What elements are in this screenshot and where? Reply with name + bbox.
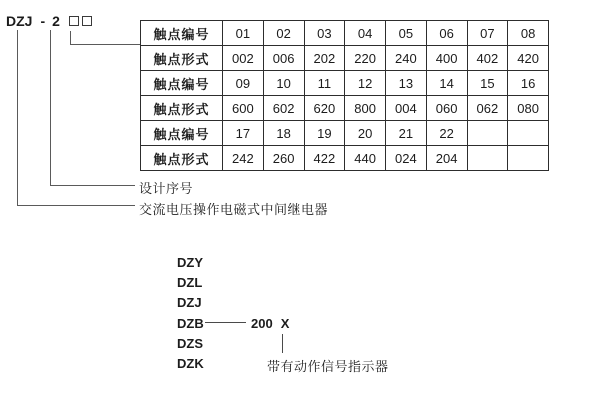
contact-spec-table [140,20,549,171]
table-cell: 04 [345,21,386,46]
model-dash: - [40,13,46,29]
table-cell: 600 [223,96,264,121]
table-cell: 420 [508,46,549,71]
model-code [6,13,92,29]
table-cell: 22 [426,121,467,146]
table-cell: 14 [426,71,467,96]
table-cell: 16 [508,71,549,96]
table-cell [467,146,508,171]
table-cell: 21 [386,121,427,146]
row-label: 触点编号 [141,121,223,146]
connector-x-to-note [282,334,283,353]
type-item-dzb: DZB [177,315,204,331]
connector-prefix-to-label [17,30,135,206]
row-label: 触点编号 [141,71,223,96]
table-cell: 13 [386,71,427,96]
table-cell: 402 [467,46,508,71]
table-cell: 220 [345,46,386,71]
table-cell: 12 [345,71,386,96]
type-item-dzs: DZS [177,335,203,351]
table-cell: 01 [223,21,264,46]
table-cell: 800 [345,96,386,121]
placeholder-box-2 [82,16,92,26]
table-cell: 10 [263,71,304,96]
table-cell: 620 [304,96,345,121]
table-cell: 09 [223,71,264,96]
table-cell [467,121,508,146]
table-cell: 060 [426,96,467,121]
table-row [141,71,549,96]
connector-dzb-dash [205,322,246,323]
placeholder-box-1 [69,16,79,26]
row-label: 触点形式 [141,96,223,121]
table-cell: 11 [304,71,345,96]
table-cell: 602 [263,96,304,121]
row-label: 触点形式 [141,146,223,171]
table-row [141,146,549,171]
table-cell: 002 [223,46,264,71]
table-cell: 240 [386,46,427,71]
table-cell: 204 [426,146,467,171]
table-row [141,21,549,46]
row-label: 触点形式 [141,46,223,71]
table-cell: 02 [263,21,304,46]
callout-design-serial-label: 设计序号 [139,181,194,196]
table-cell: 080 [508,96,549,121]
relay-type-list [177,253,204,374]
x-note-label: 带有动作信号指示器 [267,359,389,374]
table-cell: 15 [467,71,508,96]
table-cell: 20 [345,121,386,146]
table-cell [508,121,549,146]
type-item-dzy: DZY [177,255,203,270]
type-item-dzj: DZJ [177,295,202,311]
table-cell: 05 [386,21,427,46]
table-cell: 440 [345,146,386,171]
model-prefix: DZJ [6,13,33,29]
table-cell: 400 [426,46,467,71]
table-cell: 19 [304,121,345,146]
table-cell: 07 [467,21,508,46]
table-cell: 062 [467,96,508,121]
table-cell: 18 [263,121,304,146]
table-cell: 06 [426,21,467,46]
table-cell: 260 [263,146,304,171]
table-cell: 024 [386,146,427,171]
callout-relay-description-label: 交流电压操作电磁式中间继电器 [139,202,329,217]
table-cell: 242 [223,146,264,171]
table-cell: 17 [223,121,264,146]
table-cell: 004 [386,96,427,121]
table-cell: 03 [304,21,345,46]
dzb-model-code [251,316,289,331]
row-label: 触点编号 [141,21,223,46]
type-item-dzk: DZK [177,355,204,371]
table-row [141,96,549,121]
table-cell: 006 [263,46,304,71]
table-cell: 202 [304,46,345,71]
table-cell: 422 [304,146,345,171]
model-series-digit: 2 [52,13,60,29]
table-row [141,121,549,146]
table-cell: 08 [508,21,549,46]
type-item-dzl: DZL [177,275,203,291]
dzb-x-placeholder: X [280,316,290,331]
dzb-value: 200 [251,316,273,331]
table-cell [508,146,549,171]
table-row [141,46,549,71]
